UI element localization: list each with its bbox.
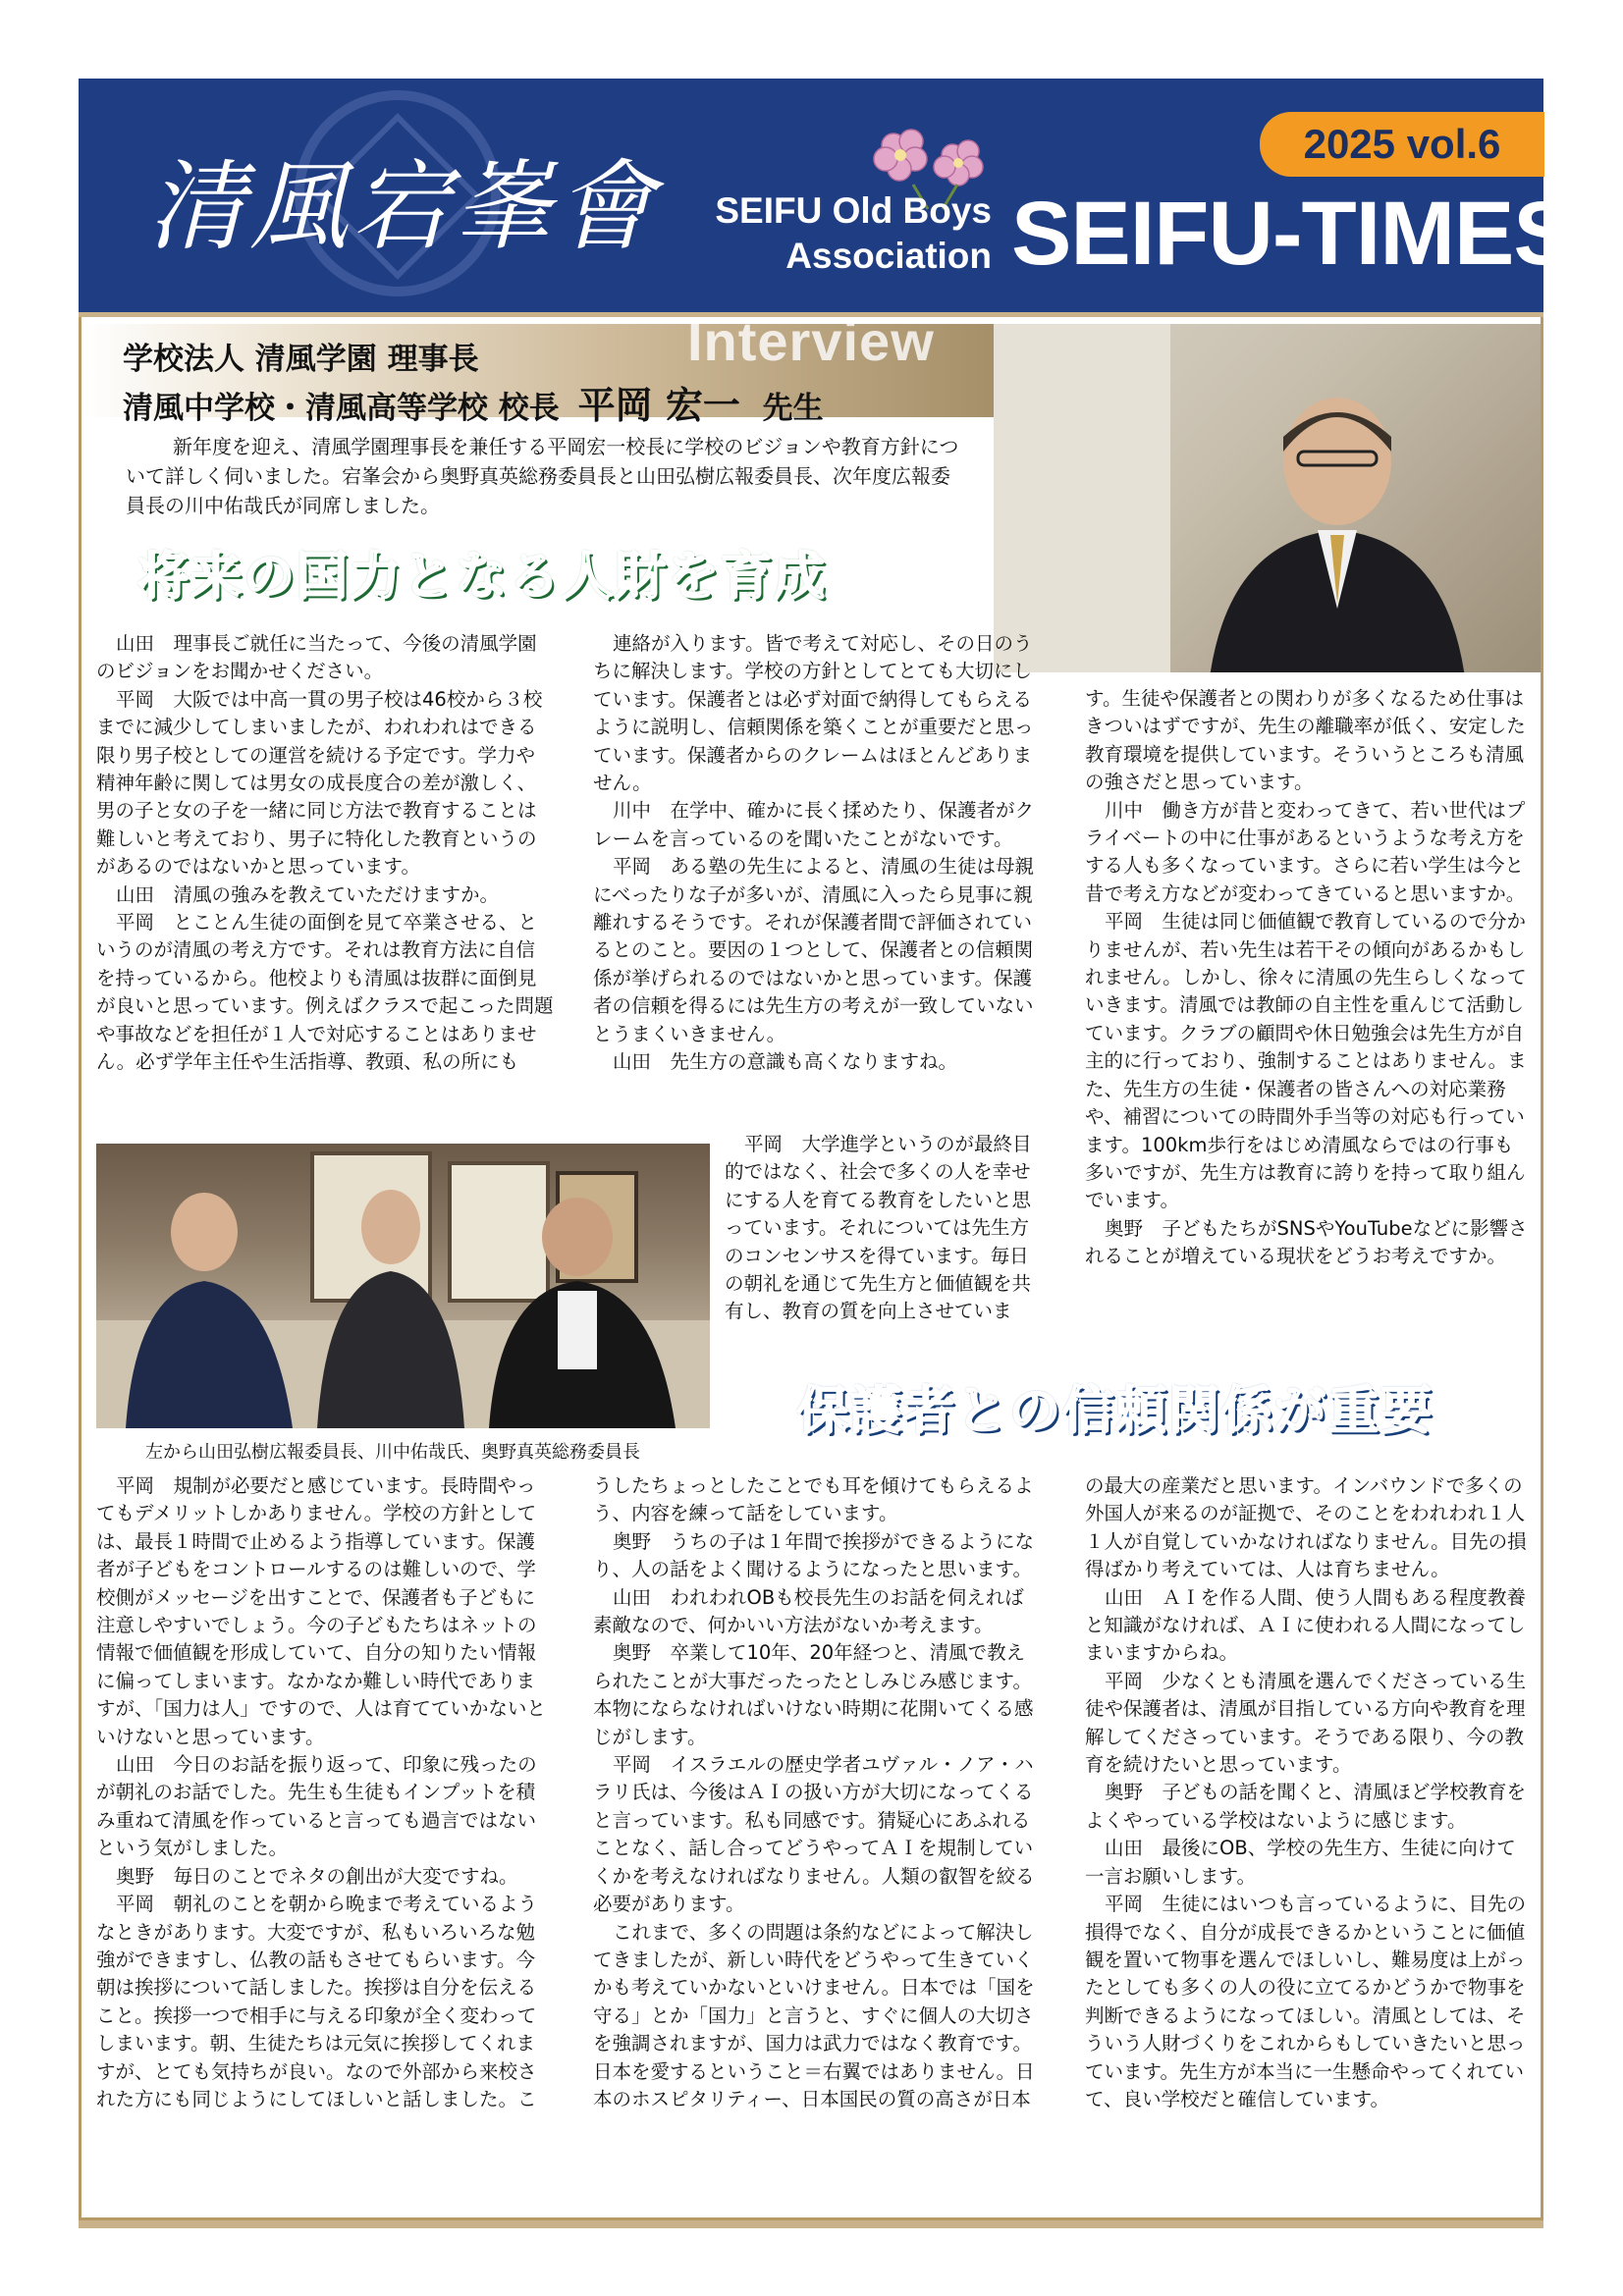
paragraph: 平岡 規制が必要だと感じています。長時間やってもデメリットしかありません。学校の方針としては、最長１時間で止めるよう指導しています。保護者が子どもをコントロールするのは難しいので、学校側がメッセージを出すことで、保護者も子どもに注意しやすいでしょう。今の子どもたちはネットの情報で価値観を形成していて、自分の知りたい情報に偏ってしまいます。なかなか難しい時代でありますが、「国力は人」ですので、人は育てていかないといけないと思っています。 (96, 1474, 546, 1748)
paragraph: 平岡 大阪では中高一貫の男子校は46校から３校までに減少してしまいましたが、われわれはできる限り男子校としての運営を続ける予定です。学力や精神年齢に関しては男女の成長度合の差が激しく、男の子と女の子を一緒に同じ方法で教育することは難しいと考えており、男子に特化した教育というのがあるのではないかと思っています。 (96, 687, 543, 879)
lead-paragraph: 新年度を迎え、清風学園理事長を兼任する平岡宏一校長に学校のビジョンや教育方針について詳しく伺いました。宕峯会から奥野真英総務委員長と山田弘樹広報委員長、次年度広報委員長の川中佑哉氏が同席しました。 (126, 435, 959, 517)
column-5 (593, 1472, 1035, 2113)
association-name-line1: SEIFU Old Boys (715, 190, 992, 231)
interviewee-honorific: 先生 (762, 391, 824, 426)
newsletter-title: SEIFU-TIMES (1011, 184, 1573, 284)
column-3 (1085, 685, 1532, 1271)
section-heading-1: 将来の国力となる人財を育成 (137, 548, 828, 607)
paragraph: 平岡 生徒は同じ価値観で教育しているので分かりませんが、若い先生は若干その傾向があるかもしれません。しかし、徐々に清風の先生らしくなっていきます。清風では教師の自主性を重んじて活動しています。クラブの顧問や休日勉強会は先生方が自主的に行っており、強制することはありません。また、先生方の生徒・保護者の皆さんへの対応業務や、補習についての時間外手当等の対応も行っています。100km歩行をはじめ清風ならではの行事も多いですが、先生方は教育に誇りを持って取り組んでいます。 (1085, 910, 1527, 1212)
paragraph: 奥野 卒業して10年、20年経つと、清風で教えられたことが大事だったったとしみじみ感じます。本物にならなければいけない時期に花開いてくる感じがします。 (593, 1641, 1034, 1748)
column-2-continued (725, 1131, 1035, 1326)
paragraph: す。生徒や保護者との関わりが多くなるため仕事はきついはずですが、先生の離職率が低く、安定した教育環境を提供しています。そういうところも清風の強さだと思っています。 (1085, 687, 1526, 794)
interviewee-name: 平岡 宏一 (577, 384, 740, 427)
paragraph: 山田 今日のお話を振り返って、印象に残ったのが朝礼のお話でした。先生も生徒もインプットを積み重ねて清風を作っていると言っても過言ではないという気がしました。 (96, 1753, 537, 1860)
paragraph: うしたちょっとしたことでも耳を傾けてもらえるよう、内容を練って話をしています。 (593, 1474, 1034, 1525)
association-name-line2: Association (785, 236, 992, 276)
paragraph: 平岡 少なくとも清風を選んでくださっている生徒や保護者は、清風が目指している方向や教育を理解してくださっています。そうである限り、今の教育を続けたいと思っています。 (1085, 1669, 1527, 1777)
section-heading-2: 保護者との信頼関係が重要 (797, 1382, 1434, 1441)
paragraph: 山田 先生方の意識も高くなりますね。 (613, 1050, 958, 1074)
paragraph: 平岡 大学進学というのが最終目的ではなく、社会で多くの人を幸せにする人を育てる教育をしたいと思っています。それについては先生方のコンセンサスを得ています。毎日の朝礼を通じて先生方と価値観を共有し、教育の質を向上させていま (725, 1133, 1032, 1323)
paragraph: 山田 われわれOBも校長先生のお話を伺えれば素敵なので、何かいい方法がないか考えます。 (593, 1585, 1024, 1637)
group-photo-caption: 左から山田弘樹広報委員長、川中佑哉氏、奥野真英総務委員長 (145, 1442, 640, 1463)
column-6 (1085, 1472, 1532, 2113)
principal-figure (1190, 383, 1485, 672)
paragraph: の最大の産業だと思います。インバウンドで多くの外国人が来るのが証拠で、そのことをわれわれ１人１人が自覚していかなければなりません。目先の損得ばかり考えていては、人は育ちません。 (1085, 1474, 1527, 1581)
paragraph: 平岡 イスラエルの歴史学者ユヴァル・ノア・ハラリ氏は、今後はＡＩの扱い方が大切になってくると言っています。私も同感です。猜疑心にあふれることなく、話し合ってどうやってＡＩを規制していくかを考えなければなりません。人類の叡智を絞る必要があります。 (593, 1753, 1035, 1916)
paragraph: 平岡 とことん生徒の面倒を見て卒業させる、というのが清風の考え方です。それは教育方法に自信を持っているから。他校よりも清風は抜群に面倒見が良いと思っています。例えばクラスで起こった問題や事故などを担任が１人で対応することはありません。必ず学年主任や生活指導、教頭、私の所にも (96, 911, 554, 1074)
volume-badge: 2025 vol.6 (1260, 112, 1544, 177)
column-4 (96, 1472, 554, 2113)
paragraph: 川中 在学中、確かに長く揉めたり、保護者がクレームを言っているのを聞いたことがないです。 (593, 799, 1035, 850)
interviewee-role-line2 (123, 375, 824, 429)
group-photo-figures (96, 1144, 710, 1428)
paragraph: 奥野 うちの子は１年間で挨拶ができるようになり、人の話をよく聞けるようになったと思います。 (593, 1529, 1035, 1581)
paragraph: 平岡 ある塾の先生によると、清風の生徒は母親にべったりな子が多いが、清風に入ったら見事に親離れするそうです。それが保護者間で評価されているとのこと。要因の１つとして、保護者との信頼関係が挙げられるのではないかと思っています。保護者の信頼を得るには先生方の考えが一致していないとうまくいきません。 (593, 855, 1035, 1045)
principal-photo (994, 324, 1541, 672)
paragraph: 川中 働き方が昔と変わってきて、若い世代はプライベートの中に仕事があるというような考え方をする人も多くなっています。さらに若い学生は今と昔で考え方などが変わってきていると思いますか。 (1085, 798, 1526, 905)
association-logo: 清風宕峯會 (147, 149, 658, 264)
interviewee-role: 清風中学校・清風高等学校 校長 (123, 391, 560, 426)
paragraph: 平岡 朝礼のことを朝から晩まで考えているようなときがあります。大変ですが、私もいろいろな勉強ができますし、仏教の話もさせてもらいます。今朝は挨拶について話しました。挨拶は自分を伝えること。挨拶一つで相手に与える印象が全く変わってしまいます。朝、生徒たちは元気に挨拶してくれますが、とても気持ちが良い。なので外部から来校された方にも同じようにしてほしいと話しました。こ (96, 1893, 538, 2110)
footer-rule (79, 2220, 1543, 2228)
paragraph: 山田 ＡＩを作る人間、使う人間もある程度教養と知識がなければ、ＡＩに使われる人間になってしまいますからね。 (1085, 1585, 1527, 1665)
paragraph: 奥野 子どもの話を聞くと、清風ほど学校教育をよくやっている学校はないように感じます。 (1085, 1781, 1527, 1832)
interviewee-role-line1: 学校法人 清風学園 理事長 (123, 342, 479, 377)
paragraph: これまで、多くの問題は条約などによって解決してきましたが、新しい時代をどうやって生きていくかも考えていかないといけません。日本では「国を守る」とか「国力」と言うと、すぐに個人の大切さを強調されますが、国力は武力ではなく教育です。日本を愛するということ＝右翼ではありません。日本のホスピタリティー、日本国民の質の高さが日本 (593, 1920, 1035, 2110)
paragraph: 山田 清風の強みを教えていただけますか。 (116, 882, 500, 906)
paragraph: 奥野 毎日のことでネタの創出が大変ですね。 (116, 1864, 518, 1888)
interview-badge: Interview (687, 310, 935, 372)
column-2 (593, 630, 1035, 1077)
association-name (677, 188, 992, 279)
paragraph: 山田 最後にOB、学校の先生方、生徒に向けて一言お願いします。 (1085, 1837, 1516, 1888)
paragraph: 連絡が入ります。皆で考えて対応し、その日のうちに解決します。学校の方針としてとても大切にしています。保護者とは必ず対面で納得してもらえるように説明し、信頼関係を築くことが重要だと思っています。保護者からのクレームはほとんどありません。 (593, 632, 1034, 795)
group-photo (96, 1144, 710, 1428)
paragraph: 平岡 生徒にはいつも言っているように、目先の損得でなく、自分が成長できるかということに価値観を置いて物事を選んでほしいし、難易度は上がったとしても多くの人の役に立てるかどうかで物事を判断できるようになってほしい。清風としては、そういう人財づくりをこれからもしていきたいと思っています。先生方が本当に一生懸命やってくれていて、良い学校だと確信しています。 (1085, 1893, 1527, 2110)
paragraph: 山田 理事長ご就任に当たって、今後の清風学園のビジョンをお聞かせください。 (96, 632, 537, 683)
paragraph: 奥野 子どもたちがSNSやYouTubeなどに影響されることが増えている現状をどうお考えですか。 (1085, 1216, 1528, 1268)
column-1 (96, 630, 554, 1077)
photo-background-door (994, 324, 1170, 672)
